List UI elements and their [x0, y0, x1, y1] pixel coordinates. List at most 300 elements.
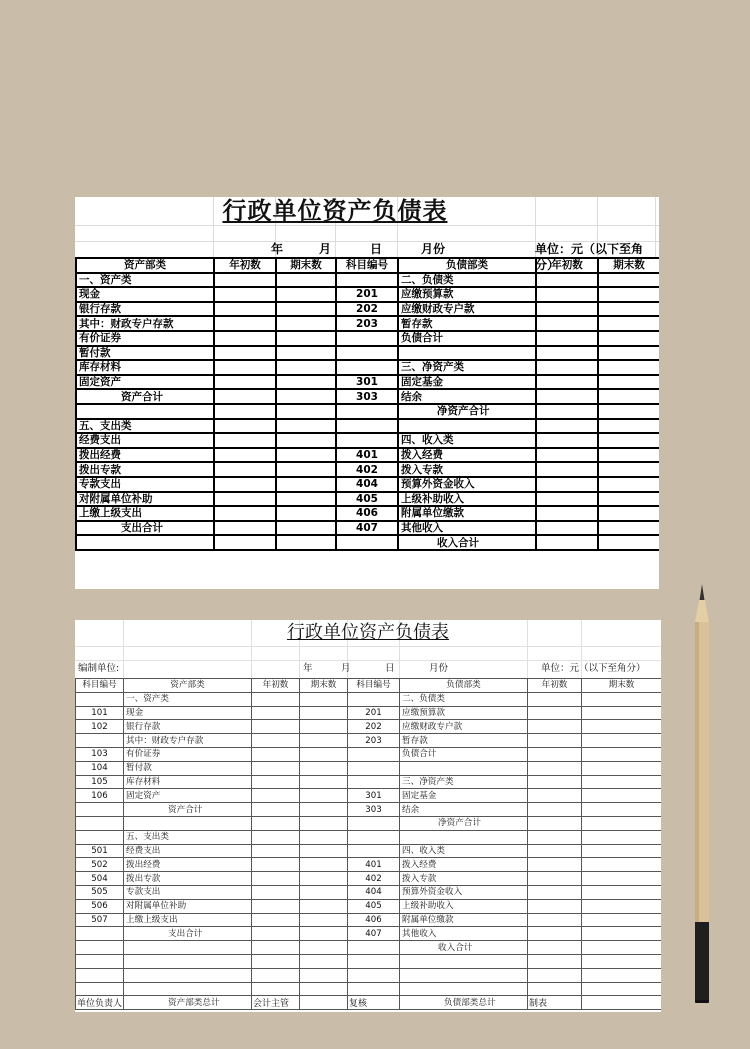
- table-cell: 专款支出: [76, 477, 214, 492]
- table-cell: [214, 375, 276, 390]
- table-cell: 上缴上级支出: [76, 506, 214, 521]
- table-cell: [528, 927, 582, 941]
- table-cell: [528, 885, 582, 899]
- table-cell: [252, 775, 300, 789]
- table-row: [76, 506, 659, 521]
- table-cell: 拨出经费: [76, 448, 214, 463]
- table-cell: 101: [76, 706, 124, 720]
- table-cell: 104: [76, 761, 124, 775]
- sheet-title-text: 行政单位资产负债表: [287, 622, 449, 643]
- table-cell: [536, 389, 598, 404]
- table-cell: 102: [76, 720, 124, 734]
- table-cell: [252, 747, 300, 761]
- table-cell: [582, 734, 662, 748]
- table-cell: 三、净资产类: [398, 360, 536, 375]
- column-header: 年初数: [214, 258, 276, 273]
- table-cell: [528, 692, 582, 706]
- table-row: [76, 872, 662, 886]
- table-cell: [400, 982, 528, 996]
- table-cell: [300, 734, 348, 748]
- table-cell: [76, 803, 124, 817]
- table-cell: [598, 346, 659, 361]
- table-cell: 拨入经费: [400, 858, 528, 872]
- table-row: [76, 492, 659, 507]
- table-cell: 专款支出: [124, 885, 252, 899]
- table-cell: [124, 941, 252, 955]
- table-row: [76, 448, 659, 463]
- table-cell: [536, 506, 598, 521]
- table-cell: [276, 419, 336, 434]
- table-cell: [536, 302, 598, 317]
- table-cell: [214, 404, 276, 419]
- table-cell: 附属单位缴款: [400, 913, 528, 927]
- table-cell: 拨出专款: [124, 872, 252, 886]
- date-year: 年: [303, 663, 313, 674]
- table-cell: [528, 982, 582, 996]
- table-cell: [124, 968, 252, 982]
- table-cell: 401: [336, 448, 398, 463]
- table-cell: 拨入专款: [398, 462, 536, 477]
- table-cell: 201: [348, 706, 400, 720]
- table-cell: [276, 477, 336, 492]
- column-header: 年初数: [252, 679, 300, 693]
- table-cell: 203: [348, 734, 400, 748]
- column-header: 期末数: [300, 679, 348, 693]
- table-cell: [276, 375, 336, 390]
- table-cell: [214, 521, 276, 536]
- table-cell: 203: [336, 316, 398, 331]
- table-cell: [214, 346, 276, 361]
- table-cell: [598, 448, 659, 463]
- table-row: [76, 734, 662, 748]
- table-cell: 406: [336, 506, 398, 521]
- date-month: 月: [341, 663, 351, 674]
- date-year: 年: [271, 242, 284, 256]
- table-cell: 401: [348, 858, 400, 872]
- table-cell: [536, 448, 598, 463]
- spreadsheet-preview-zoomed: [75, 197, 659, 589]
- table-row: [76, 287, 659, 302]
- table-cell: [598, 492, 659, 507]
- table-cell: 收入合计: [398, 535, 536, 550]
- table-cell: [214, 316, 276, 331]
- table-cell: [536, 535, 598, 550]
- table-cell: [398, 419, 536, 434]
- table-cell: [124, 816, 252, 830]
- table-cell: [252, 692, 300, 706]
- table-cell: [300, 789, 348, 803]
- table-row: [76, 803, 662, 817]
- table-cell: 五、支出类: [76, 419, 214, 434]
- table-cell: 库存材料: [76, 360, 214, 375]
- table-cell: [598, 316, 659, 331]
- column-header: 负债部类: [400, 679, 528, 693]
- table-cell: 405: [348, 899, 400, 913]
- table-cell: [528, 830, 582, 844]
- table-cell: [214, 492, 276, 507]
- table-cell: [528, 761, 582, 775]
- table-cell: [582, 692, 662, 706]
- table-cell: [252, 830, 300, 844]
- table-cell: [214, 360, 276, 375]
- table-cell: 303: [336, 389, 398, 404]
- table-cell: [214, 273, 276, 288]
- table-cell: 502: [76, 858, 124, 872]
- table-cell: [528, 858, 582, 872]
- table-cell: 四、收入类: [398, 433, 536, 448]
- pencil-cap: [695, 1000, 709, 1003]
- table-cell: [300, 982, 348, 996]
- table-cell: [582, 816, 662, 830]
- table-cell: [598, 462, 659, 477]
- pencil-shade: [695, 622, 699, 922]
- table-cell: [536, 492, 598, 507]
- table-cell: 其中：财政专户存款: [76, 316, 214, 331]
- table-cell: 经费支出: [124, 844, 252, 858]
- table-cell: [400, 830, 528, 844]
- table-cell: [336, 360, 398, 375]
- table-cell: 应缴财政专户款: [398, 302, 536, 317]
- sheet-crop-edge: [75, 579, 659, 589]
- table-row: [76, 521, 659, 536]
- table-row: [76, 913, 662, 927]
- table-cell: [76, 692, 124, 706]
- table-cell: [252, 816, 300, 830]
- table-cell: 净资产合计: [400, 816, 528, 830]
- table-cell: 负债合计: [398, 331, 536, 346]
- unit-note: 单位：元（以下至角分）: [541, 663, 646, 674]
- table-row: [76, 433, 659, 448]
- table-cell: 506: [76, 899, 124, 913]
- table-row: [76, 477, 659, 492]
- table-cell: [300, 913, 348, 927]
- table-cell: 501: [76, 844, 124, 858]
- table-cell: 四、收入类: [400, 844, 528, 858]
- table-cell: [536, 462, 598, 477]
- table-cell: [536, 331, 598, 346]
- date-period: 月份: [421, 242, 446, 256]
- table-cell: [348, 761, 400, 775]
- table-cell: [252, 844, 300, 858]
- table-cell: 301: [348, 789, 400, 803]
- balance-table: [75, 257, 659, 551]
- table-cell: [582, 954, 662, 968]
- table-cell: [536, 477, 598, 492]
- table-cell: 应缴财政专户款: [400, 720, 528, 734]
- accounting-head-label: 会计主管: [253, 999, 290, 1009]
- table-cell: [214, 331, 276, 346]
- table-cell: [336, 535, 398, 550]
- table-cell: 105: [76, 775, 124, 789]
- table-cell: [300, 692, 348, 706]
- table-cell: [276, 462, 336, 477]
- table-row: [76, 706, 662, 720]
- table-cell: [528, 789, 582, 803]
- table-cell: [582, 899, 662, 913]
- table-cell: 支出合计: [76, 521, 214, 536]
- table-cell: [252, 885, 300, 899]
- table-cell: [214, 462, 276, 477]
- table-cell: [348, 941, 400, 955]
- table-cell: [582, 927, 662, 941]
- table-cell: [528, 968, 582, 982]
- table-cell: 一、资产类: [76, 273, 214, 288]
- table-cell: [252, 941, 300, 955]
- table-row: [76, 346, 659, 361]
- table-row: [76, 927, 662, 941]
- table-cell: 402: [336, 462, 398, 477]
- preparer-label: 制表: [529, 999, 548, 1009]
- table-cell: [598, 404, 659, 419]
- column-header: 资产部类: [76, 258, 214, 273]
- table-cell: [300, 747, 348, 761]
- gridline: [75, 646, 661, 647]
- table-row: [76, 273, 659, 288]
- date-day: 日: [370, 242, 383, 256]
- table-cell: [348, 692, 400, 706]
- table-cell: [276, 521, 336, 536]
- table-row: [76, 302, 659, 317]
- table-cell: 一、资产类: [124, 692, 252, 706]
- column-header: 年初数: [536, 258, 598, 273]
- table-cell: [528, 844, 582, 858]
- column-header: 负债部类: [398, 258, 536, 273]
- table-cell: 103: [76, 747, 124, 761]
- table-cell: [528, 775, 582, 789]
- table-row: [76, 954, 662, 968]
- table-cell: [276, 404, 336, 419]
- table-cell: [252, 927, 300, 941]
- table-cell: 其他收入: [400, 927, 528, 941]
- table-cell: [598, 506, 659, 521]
- table-cell: [582, 761, 662, 775]
- table-cell: 负债合计: [400, 747, 528, 761]
- table-cell: 303: [348, 803, 400, 817]
- table-cell: [214, 448, 276, 463]
- table-cell: [598, 389, 659, 404]
- table-cell: [252, 872, 300, 886]
- table-cell: 负债部类总计: [400, 996, 528, 1010]
- table-cell: 404: [336, 477, 398, 492]
- table-cell: [528, 954, 582, 968]
- table-row: [76, 692, 662, 706]
- table-cell: 净资产合计: [398, 404, 536, 419]
- table-cell: [336, 433, 398, 448]
- table-cell: [582, 968, 662, 982]
- spreadsheet-preview-full: [75, 620, 661, 1012]
- table-row: [76, 389, 659, 404]
- table-cell: [300, 844, 348, 858]
- pencil-end: [695, 922, 709, 1002]
- table-cell: 暂存款: [400, 734, 528, 748]
- table-cell: [276, 331, 336, 346]
- table-cell: 预算外资金收入: [400, 885, 528, 899]
- table-cell: [276, 506, 336, 521]
- table-cell: [536, 287, 598, 302]
- table-cell: 固定基金: [398, 375, 536, 390]
- column-header: 科目编号: [348, 679, 400, 693]
- table-cell: [528, 720, 582, 734]
- table-cell: 拨出专款: [76, 462, 214, 477]
- table-cell: 201: [336, 287, 398, 302]
- table-cell: 附属单位缴款: [398, 506, 536, 521]
- table-cell: [598, 419, 659, 434]
- table-cell: 固定资产: [76, 375, 214, 390]
- table-row: [76, 830, 662, 844]
- table-row: [76, 419, 659, 434]
- table-cell: 504: [76, 872, 124, 886]
- table-cell: 有价证券: [76, 331, 214, 346]
- table-cell: [398, 346, 536, 361]
- table-cell: 结余: [398, 389, 536, 404]
- table-cell: 202: [336, 302, 398, 317]
- table-cell: [300, 941, 348, 955]
- table-cell: [582, 913, 662, 927]
- meta-row: [75, 662, 661, 676]
- table-cell: 预算外资金收入: [398, 477, 536, 492]
- date-period: 月份: [429, 663, 449, 674]
- table-cell: 上级补助收入: [398, 492, 536, 507]
- sheet-title: [75, 622, 661, 644]
- table-cell: [582, 885, 662, 899]
- table-cell: 暂存款: [398, 316, 536, 331]
- column-header: 期末数: [582, 679, 662, 693]
- table-cell: 405: [336, 492, 398, 507]
- table-cell: 库存材料: [124, 775, 252, 789]
- table-cell: [300, 927, 348, 941]
- table-cell: [528, 872, 582, 886]
- table-row: [76, 816, 662, 830]
- unit-note: 单位：元（以下至角分）: [535, 242, 644, 272]
- table-cell: [76, 535, 214, 550]
- table-cell: 407: [336, 521, 398, 536]
- table-cell: [348, 747, 400, 761]
- table-cell: [214, 506, 276, 521]
- table-cell: [276, 433, 336, 448]
- table-cell: [528, 941, 582, 955]
- table-cell: [348, 968, 400, 982]
- header-row: [76, 258, 659, 273]
- table-cell: 507: [76, 913, 124, 927]
- reviewer-label: 复核: [349, 999, 368, 1009]
- table-cell: 404: [348, 885, 400, 899]
- table-cell: [300, 803, 348, 817]
- table-cell: 202: [348, 720, 400, 734]
- table-cell: [582, 872, 662, 886]
- table-cell: [252, 954, 300, 968]
- table-cell: [536, 360, 598, 375]
- table-cell: [598, 375, 659, 390]
- table-cell: 对附属单位补助: [76, 492, 214, 507]
- table-row: [76, 982, 662, 996]
- table-cell: [252, 899, 300, 913]
- table-cell: [214, 287, 276, 302]
- table-cell: [336, 346, 398, 361]
- table-cell: [76, 954, 124, 968]
- table-cell: [76, 968, 124, 982]
- table-cell: [300, 968, 348, 982]
- table-cell: 上缴上级支出: [124, 913, 252, 927]
- column-header: 资产部类: [124, 679, 252, 693]
- table-cell: [300, 761, 348, 775]
- table-cell: 505: [76, 885, 124, 899]
- table-cell: 407: [348, 927, 400, 941]
- table-cell: [336, 273, 398, 288]
- table-cell: [536, 346, 598, 361]
- table-row: [76, 375, 659, 390]
- table-cell: [598, 360, 659, 375]
- table-cell: [300, 872, 348, 886]
- table-cell: [276, 273, 336, 288]
- table-cell: [300, 830, 348, 844]
- table-cell: [348, 816, 400, 830]
- date-month: 月: [319, 242, 332, 256]
- table-cell: 有价证券: [124, 747, 252, 761]
- table-cell: [276, 316, 336, 331]
- table-cell: [598, 302, 659, 317]
- table-cell: 暂付款: [124, 761, 252, 775]
- column-header: 科目编号: [336, 258, 398, 273]
- table-cell: [582, 858, 662, 872]
- table-cell: [582, 789, 662, 803]
- table-cell: [528, 913, 582, 927]
- table-cell: [276, 346, 336, 361]
- table-cell: [348, 954, 400, 968]
- table-cell: [348, 844, 400, 858]
- table-cell: [252, 913, 300, 927]
- table-row: [76, 316, 659, 331]
- table-cell: 应缴预算款: [398, 287, 536, 302]
- table-cell: [582, 941, 662, 955]
- table-cell: [536, 419, 598, 434]
- table-cell: [252, 858, 300, 872]
- table-cell: [582, 706, 662, 720]
- table-cell: 银行存款: [76, 302, 214, 317]
- table-cell: [300, 885, 348, 899]
- table-cell: [214, 302, 276, 317]
- table-row: [76, 535, 659, 550]
- table-row: [76, 462, 659, 477]
- table-cell: [300, 720, 348, 734]
- table-cell: [528, 803, 582, 817]
- table-cell: [300, 858, 348, 872]
- table-cell: [252, 968, 300, 982]
- compiler-label: 编制单位:: [78, 663, 120, 674]
- table-cell: [582, 720, 662, 734]
- table-cell: [76, 734, 124, 748]
- table-cell: [348, 830, 400, 844]
- pencil-lead: [700, 584, 705, 600]
- table-cell: [76, 830, 124, 844]
- table-cell: [76, 927, 124, 941]
- table-cell: 拨入经费: [398, 448, 536, 463]
- table-cell: [252, 734, 300, 748]
- table-cell: [336, 419, 398, 434]
- sheet-title: 行政单位资产负债表: [222, 197, 448, 225]
- table-cell: 上级补助收入: [400, 899, 528, 913]
- table-cell: [400, 761, 528, 775]
- table-row: [76, 404, 659, 419]
- table-cell: [300, 954, 348, 968]
- table-row: [76, 968, 662, 982]
- table-cell: [536, 433, 598, 448]
- table-cell: [124, 982, 252, 996]
- table-cell: [536, 316, 598, 331]
- table-cell: 现金: [124, 706, 252, 720]
- table-cell: [76, 941, 124, 955]
- table-cell: [300, 899, 348, 913]
- table-cell: [336, 331, 398, 346]
